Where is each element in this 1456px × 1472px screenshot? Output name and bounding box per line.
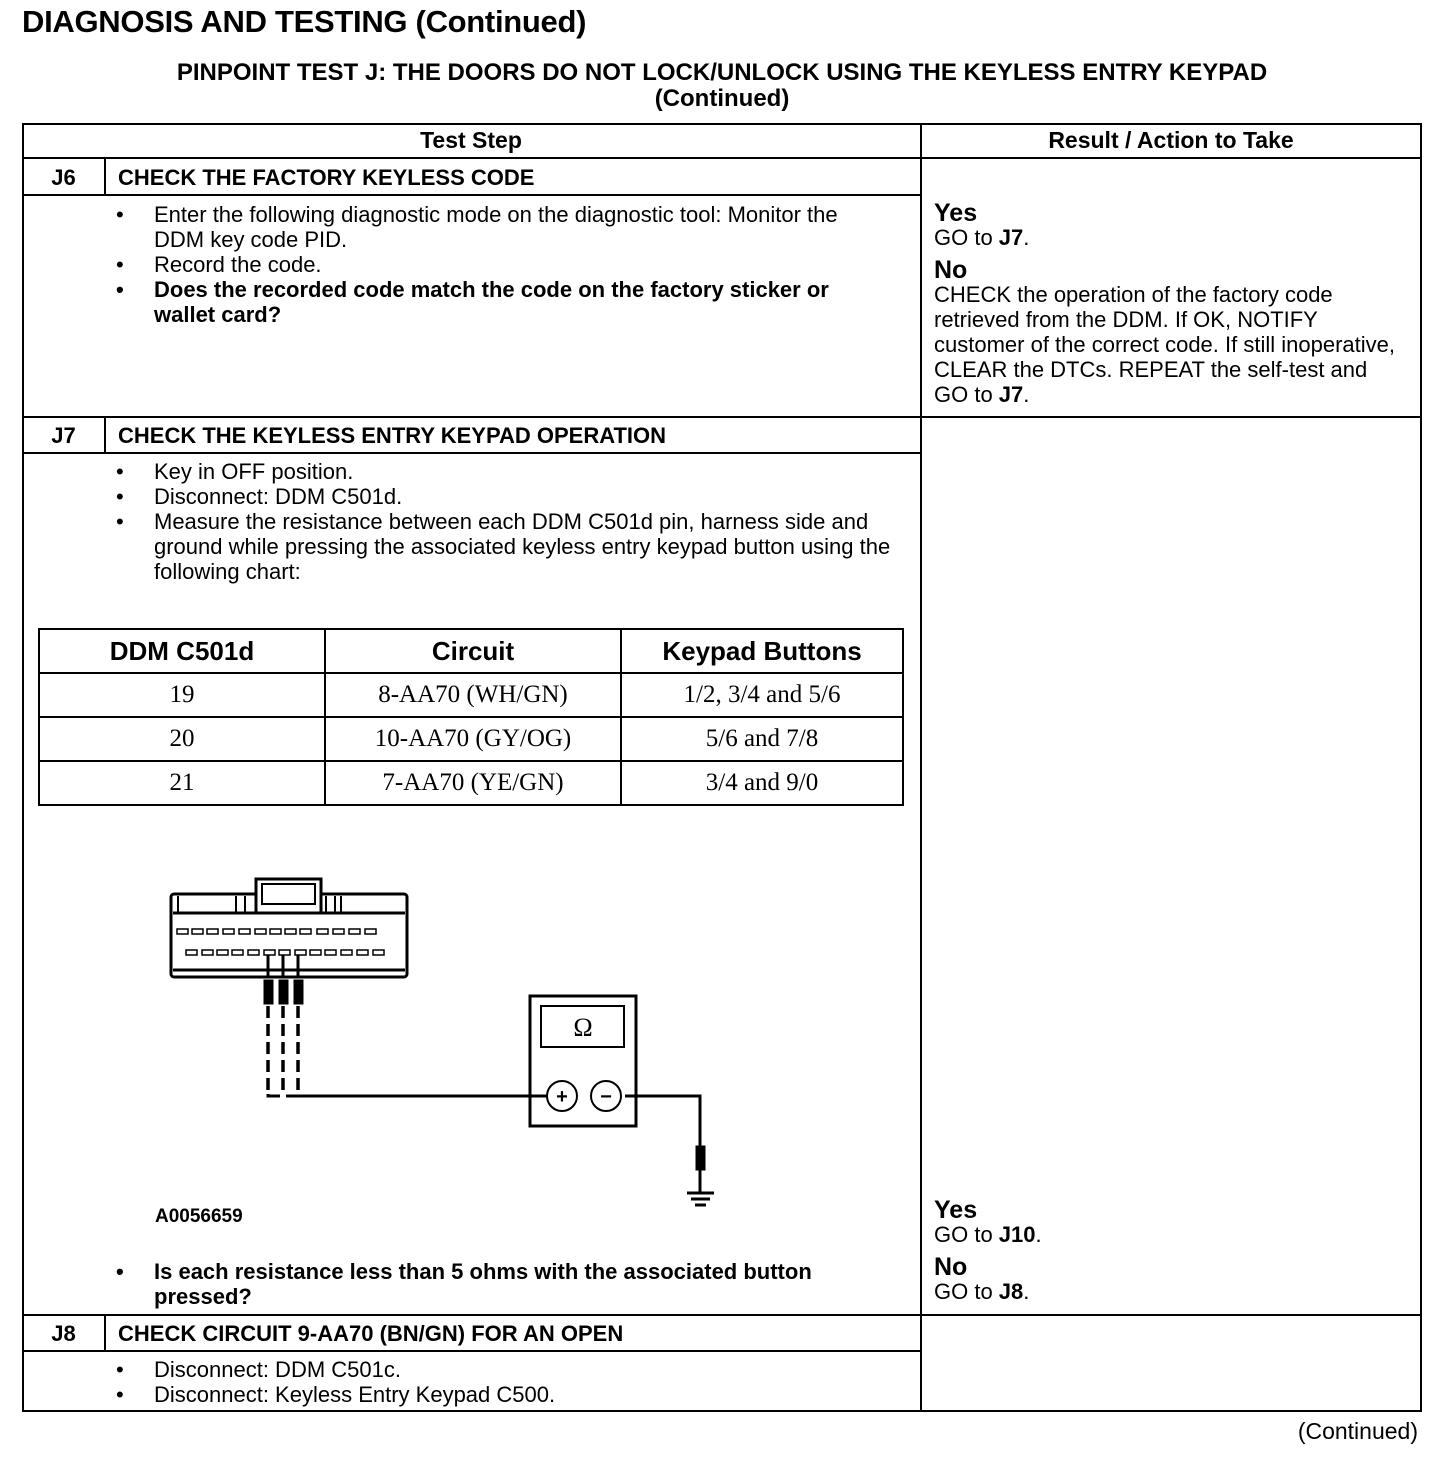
bullet: • Disconnect: Keyless Entry Keypad C500. [112,1382,902,1407]
continued-footer: (Continued) [1297,1418,1418,1444]
pinpoint-test-continued: (Continued) [654,85,790,112]
cell: 20 [39,717,325,761]
punct: . [1023,382,1030,407]
figure-id: A0056659 [155,1206,243,1227]
goto-link[interactable]: J7 [998,382,1024,407]
cell: 8-AA70 (WH/GN) [325,673,621,717]
yes-text: GO to [934,1222,999,1247]
cell: 3/4 and 9/0 [621,761,903,805]
goto-link[interactable]: J8 [998,1279,1024,1304]
step-number: J8 [51,1321,76,1346]
cell: 10-AA70 (GY/OG) [325,717,621,761]
chart-header: Keypad Buttons [621,629,903,673]
bullet: • Key in OFF position. [112,459,902,484]
step-bullets [112,1357,902,1407]
question: • Does the recorded code match the code on the factory sticker or wallet card? [112,277,844,327]
chart-header: DDM C501d [39,629,325,673]
step-number: J6 [51,165,76,190]
no-label: No [934,1253,968,1281]
ohm-symbol: Ω [573,1013,593,1042]
no-label: No [934,256,968,284]
step-title: CHECK CIRCUIT 9-AA70 (BN/GN) FOR AN OPEN [118,1321,624,1346]
connector-icon [171,879,407,977]
step-question [112,1259,902,1309]
step-title: CHECK THE FACTORY KEYLESS CODE [118,165,535,190]
punct: . [1035,1222,1042,1247]
column-header-result: Result / Action to Take [1048,127,1294,153]
page-title: DIAGNOSIS AND TESTING (Continued) [22,4,587,39]
yes-label: Yes [934,199,978,227]
cell: 21 [39,761,325,805]
goto-link[interactable]: J10 [998,1222,1036,1247]
punct: . [1023,1279,1030,1304]
yes-label: Yes [934,1196,978,1224]
cell: 7-AA70 (YE/GN) [325,761,621,805]
column-header-test-step: Test Step [420,127,522,153]
result-j7 [934,1198,1414,1304]
chart-header: Circuit [325,629,621,673]
cell: 19 [39,673,325,717]
punct: . [1023,225,1030,250]
step-number: J7 [51,423,76,448]
bullet: • Record the code. [112,252,902,277]
probe-leads [264,955,714,1205]
bullet: • Enter the following diagnostic mode on the diagnostic tool: Monitor the DDM key code PID. [112,202,844,252]
no-text: GO to [934,1279,999,1304]
question: • Is each resistance less than 5 ohms with the associated button pressed? [112,1259,854,1309]
bullet: • Disconnect: DDM C501d. [112,484,902,509]
minus-terminal: − [600,1086,612,1108]
yes-text: GO to [934,225,999,250]
cell: 1/2, 3/4 and 5/6 [621,673,903,717]
cell: 5/6 and 7/8 [621,717,903,761]
no-text: CHECK the operation of the factory code retrieved from the DDM. If OK, NOTIFY customer of the correct code. If still inoperative, CLEAR the DTCs. REPEAT the self-test and GO to [934,282,1395,407]
goto-link[interactable]: J7 [998,225,1024,250]
step-title: CHECK THE KEYLESS ENTRY KEYPAD OPERATION [118,423,667,448]
plus-terminal: + [556,1086,568,1108]
bullet: • Disconnect: DDM C501c. [112,1357,902,1382]
bullet: • Measure the resistance between each DDM C501d pin, harness side and ground while pressing the associated keyless entry keypad button using the following chart: [112,509,894,584]
pinpoint-test-title: PINPOINT TEST J: THE DOORS DO NOT LOCK/UNLOCK USING THE KEYLESS ENTRY KEYPAD [176,59,1268,86]
